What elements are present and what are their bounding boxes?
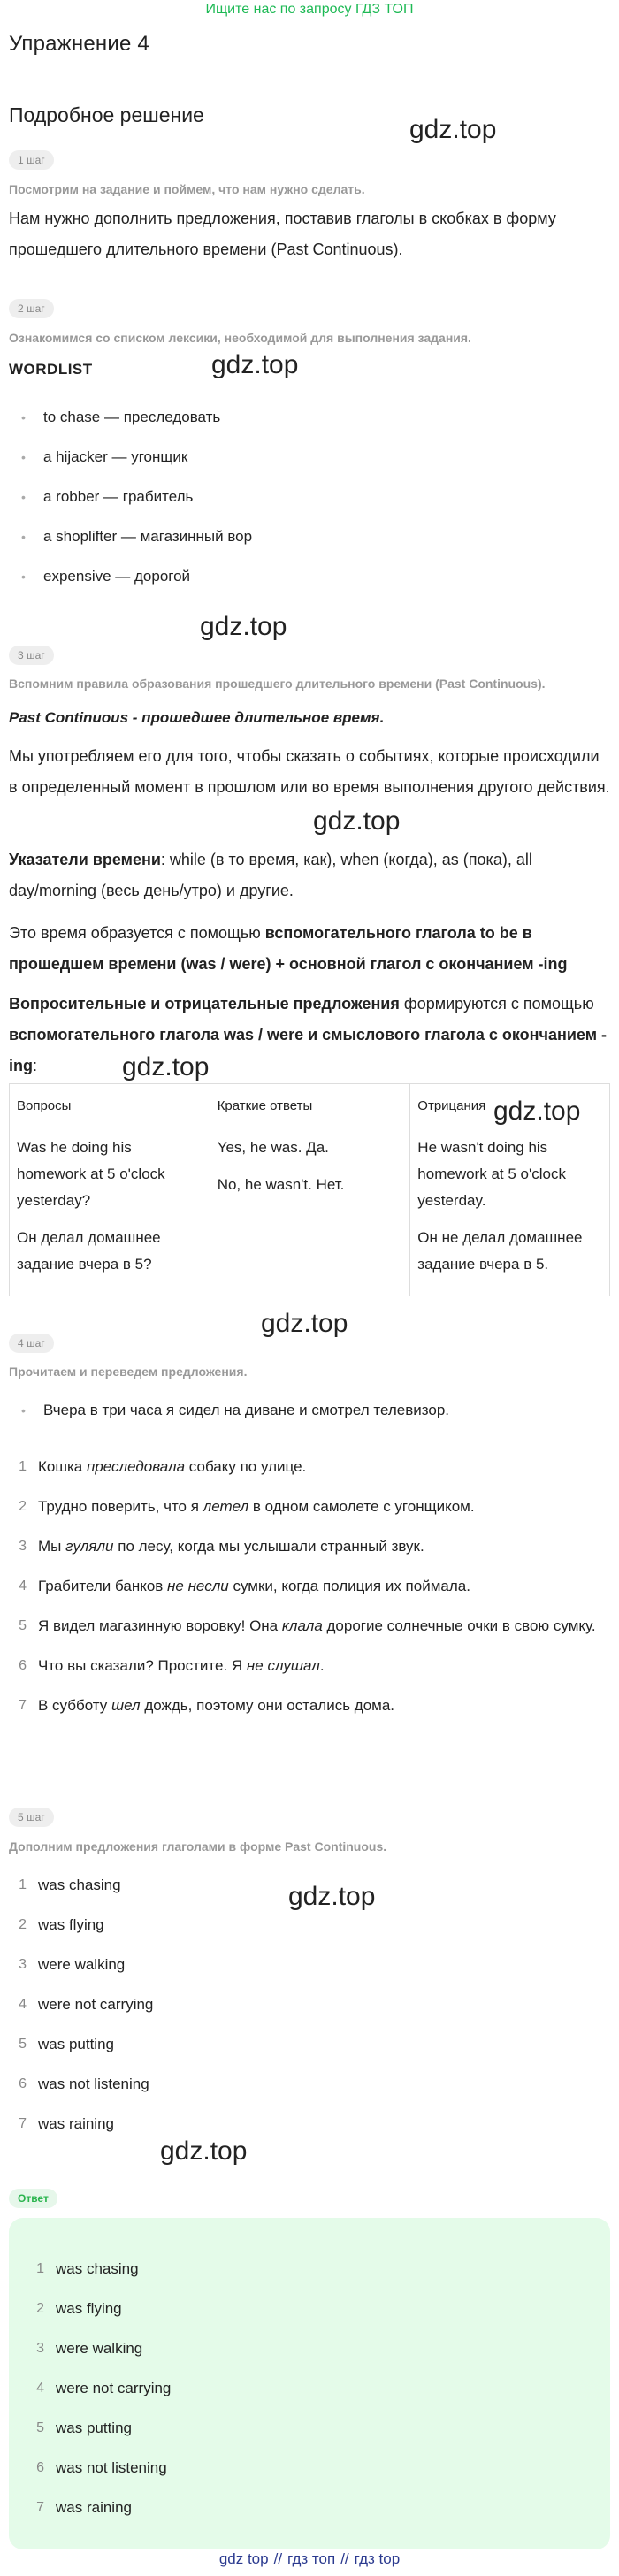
formation-rule xyxy=(9,918,610,980)
watermark: gdz.top xyxy=(288,1882,376,1911)
list-item: 1 Кошка преследовала собаку по улице. xyxy=(19,1458,307,1475)
formation-pre: Это время образуется с помощью xyxy=(9,924,265,942)
watermark: gdz.top xyxy=(261,1309,348,1338)
list-item: 7 В субботу шел дождь, поэтому они остались дома. xyxy=(19,1697,395,1714)
example-list xyxy=(9,1401,610,1441)
list-item: 5 was putting xyxy=(19,2036,114,2052)
step-description: Дополним предложения глаголами в форме Past Continuous. xyxy=(9,1839,387,1854)
footer-links xyxy=(0,2550,619,2568)
list-item: 3 Мы гуляли по лесу, когда мы услышали странный звук. xyxy=(19,1538,424,1555)
step-description: Вспомним правила образования прошедшего длительного времени (Past Continuous). xyxy=(9,676,546,691)
list-item: 6 was not listening xyxy=(19,2075,149,2092)
watermark: gdz.top xyxy=(160,2136,248,2166)
time-markers-text: : while (в то время, как), when (когда), as (пока), all day/morning (весь день/утро) и другие. xyxy=(9,851,532,899)
rule-heading: Past Continuous - прошедшее длительное время. xyxy=(9,709,385,726)
negation-en: He wasn't doing his homework at 5 o'clock yesterday. xyxy=(417,1139,566,1209)
list-item: • Вчера в три часа я сидел на диване и смотрел телевизор. xyxy=(9,1401,610,1441)
list-item: • a hijacker — угонщик xyxy=(9,447,610,487)
questions-mid: формируются с помощью xyxy=(399,995,594,1013)
questions-rule xyxy=(9,989,610,1082)
list-item: • expensive — дорогой xyxy=(9,567,610,607)
wordlist xyxy=(9,408,610,607)
questions-end: : xyxy=(33,1057,38,1074)
watermark: gdz.top xyxy=(200,612,287,641)
list-item: 4 were not carrying xyxy=(36,2380,172,2396)
questions-bold-1: Вопросительные и отрицательные предложения xyxy=(9,995,400,1013)
translation-list xyxy=(9,1453,610,1731)
watermark: gdz.top xyxy=(313,806,401,836)
page-title: Упражнение 4 xyxy=(9,32,149,56)
step-badge: 2 шаг xyxy=(9,299,54,318)
formation-bold: вспомогательного глагола to be в прошедшем времени (was / were) + основной глагол с окончанием -ing xyxy=(9,924,568,973)
footer-separator: // xyxy=(273,2550,283,2567)
table-header: Отрицания xyxy=(410,1084,610,1127)
list-item: 1 was chasing xyxy=(36,2260,139,2277)
list-item: 7 was raining xyxy=(19,2115,114,2132)
list-item: 5 Я видел магазинную воровку! Она клала дорогие солнечные очки в свою сумку. xyxy=(19,1617,596,1634)
list-item: 4 Грабители банков не несли сумки, когда полиция их поймала. xyxy=(19,1578,470,1594)
watermark: gdz.top xyxy=(122,1052,210,1082)
step-text: Нам нужно дополнить предложения, поставив глаголы в скобках в форму прошедшего длительного времени (Past Continuous). xyxy=(9,210,556,258)
table-cell xyxy=(10,1127,210,1296)
step-description: Ознакомимся со списком лексики, необходимой для выполнения задания. xyxy=(9,331,471,345)
footer-separator: // xyxy=(340,2550,349,2567)
list-item: • a shoplifter — магазинный вор xyxy=(9,527,610,567)
section-title: Подробное решение xyxy=(9,103,204,126)
list-item: 2 Трудно поверить, что я летел в одном самолете с угонщиком. xyxy=(19,1498,475,1515)
watermark: gdz.top xyxy=(409,115,497,144)
table-cell xyxy=(410,1127,610,1296)
grammar-table xyxy=(9,1083,610,1296)
short-answer-no: No, he wasn't. Нет. xyxy=(217,1176,345,1193)
solution-list xyxy=(9,1871,610,2150)
step-badge: 4 шаг xyxy=(9,1334,54,1353)
negation-ru: Он не делал домашнее задание вчера в 5. xyxy=(417,1229,583,1273)
footer-link-gdz-top-ru[interactable]: гдз топ xyxy=(287,2550,336,2567)
step-badge: 5 шаг xyxy=(9,1808,54,1827)
step-description: Прочитаем и переведем предложения. xyxy=(9,1364,248,1379)
list-item: 6 was not listening xyxy=(36,2459,167,2476)
wordlist-title: WORDLIST xyxy=(9,361,93,378)
answer-list xyxy=(27,2255,592,2534)
table-cell xyxy=(210,1127,410,1296)
step-badge: 1 шаг xyxy=(9,150,54,170)
short-answer-yes: Yes, he was. Да. xyxy=(217,1139,329,1156)
table-header: Краткие ответы xyxy=(210,1084,410,1127)
time-markers xyxy=(9,845,610,906)
question-en: Was he doing his homework at 5 o'clock yesterday? xyxy=(17,1139,165,1209)
answer-box xyxy=(9,2218,610,2549)
list-item: 6 Что вы сказали? Простите. Я не слушал. xyxy=(19,1657,325,1674)
time-markers-label: Указатели времени xyxy=(9,851,161,868)
list-item: 1 was chasing xyxy=(19,1877,121,1893)
watermark: gdz.top xyxy=(493,1097,581,1126)
list-item: 3 were walking xyxy=(19,1956,126,1973)
list-item: • a robber — грабитель xyxy=(9,487,610,527)
step-badge: 3 шаг xyxy=(9,646,54,665)
answer-badge: Ответ xyxy=(9,2189,57,2208)
list-item: 7 was raining xyxy=(36,2499,132,2516)
footer-link-gdz-top-mixed[interactable]: гдз top xyxy=(354,2550,401,2567)
list-item: • to chase — преследовать xyxy=(9,408,610,447)
questions-bold-2: вспомогательного глагола was / were и смыслового глагола с окончанием -ing xyxy=(9,1026,608,1074)
watermark: gdz.top xyxy=(211,350,299,379)
list-item: 5 was putting xyxy=(36,2419,132,2436)
list-item: 2 was flying xyxy=(36,2300,122,2317)
list-item: 4 were not carrying xyxy=(19,1996,154,2013)
rule-paragraph: Мы употребляем его для того, чтобы сказать о событиях, которые происходили в определенный момент в прошлом или во время выполнения другого действия. xyxy=(9,747,610,796)
table-header: Вопросы xyxy=(10,1084,210,1127)
list-item: 2 was flying xyxy=(19,1916,104,1933)
top-search-link[interactable]: Ищите нас по запросу ГДЗ ТОП xyxy=(205,2,414,17)
list-item: 3 were walking xyxy=(36,2340,143,2357)
footer-link-gdz-top[interactable]: gdz top xyxy=(218,2550,269,2567)
question-ru: Он делал домашнее задание вчера в 5? xyxy=(17,1229,161,1273)
step-description: Посмотрим на задание и поймем, что нам нужно сделать. xyxy=(9,182,365,196)
